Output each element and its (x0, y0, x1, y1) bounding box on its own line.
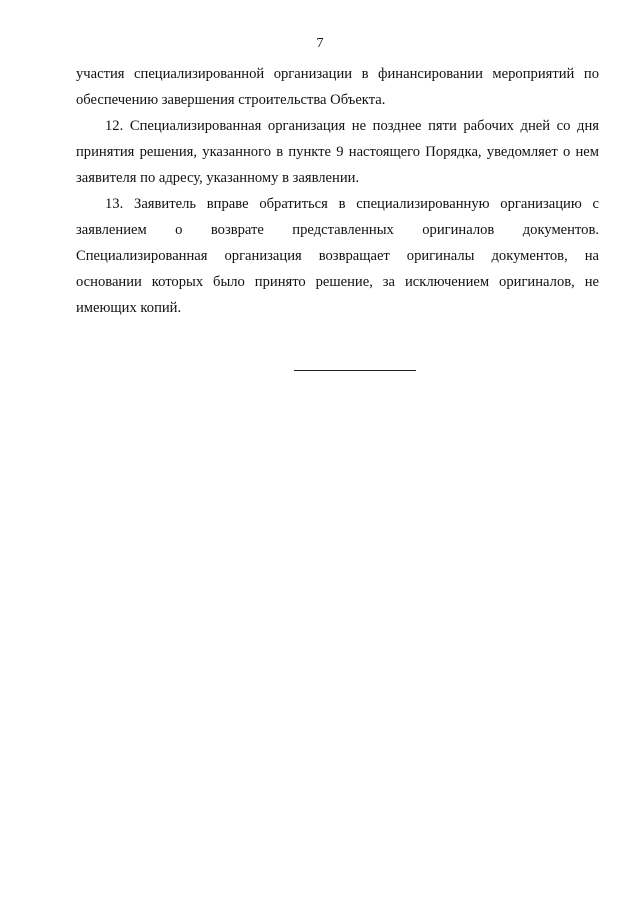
paragraph-continuation: участия специализированной организации в финансировании мероприятий по обеспечению завершения строительства Объекта. (76, 66, 599, 108)
paragraph-13: 13. Заявитель вправе обратиться в специализированную организацию с заявлением о возврате представленных оригиналов документов. Специализированная организация возвращает оригиналы документов, на основании которых было принято решение, за исключением оригиналов, не имеющих копий. (76, 196, 599, 316)
paragraph-12: 12. Специализированная организация не позднее пяти рабочих дней со дня принятия решения, указанного в пункте 9 настоящего Порядка, уведомляет о нем заявителя по адресу, указанному в заявлении. (76, 118, 599, 186)
page-number: 7 (316, 36, 324, 51)
closing-divider (294, 370, 416, 371)
document-body (76, 61, 599, 321)
